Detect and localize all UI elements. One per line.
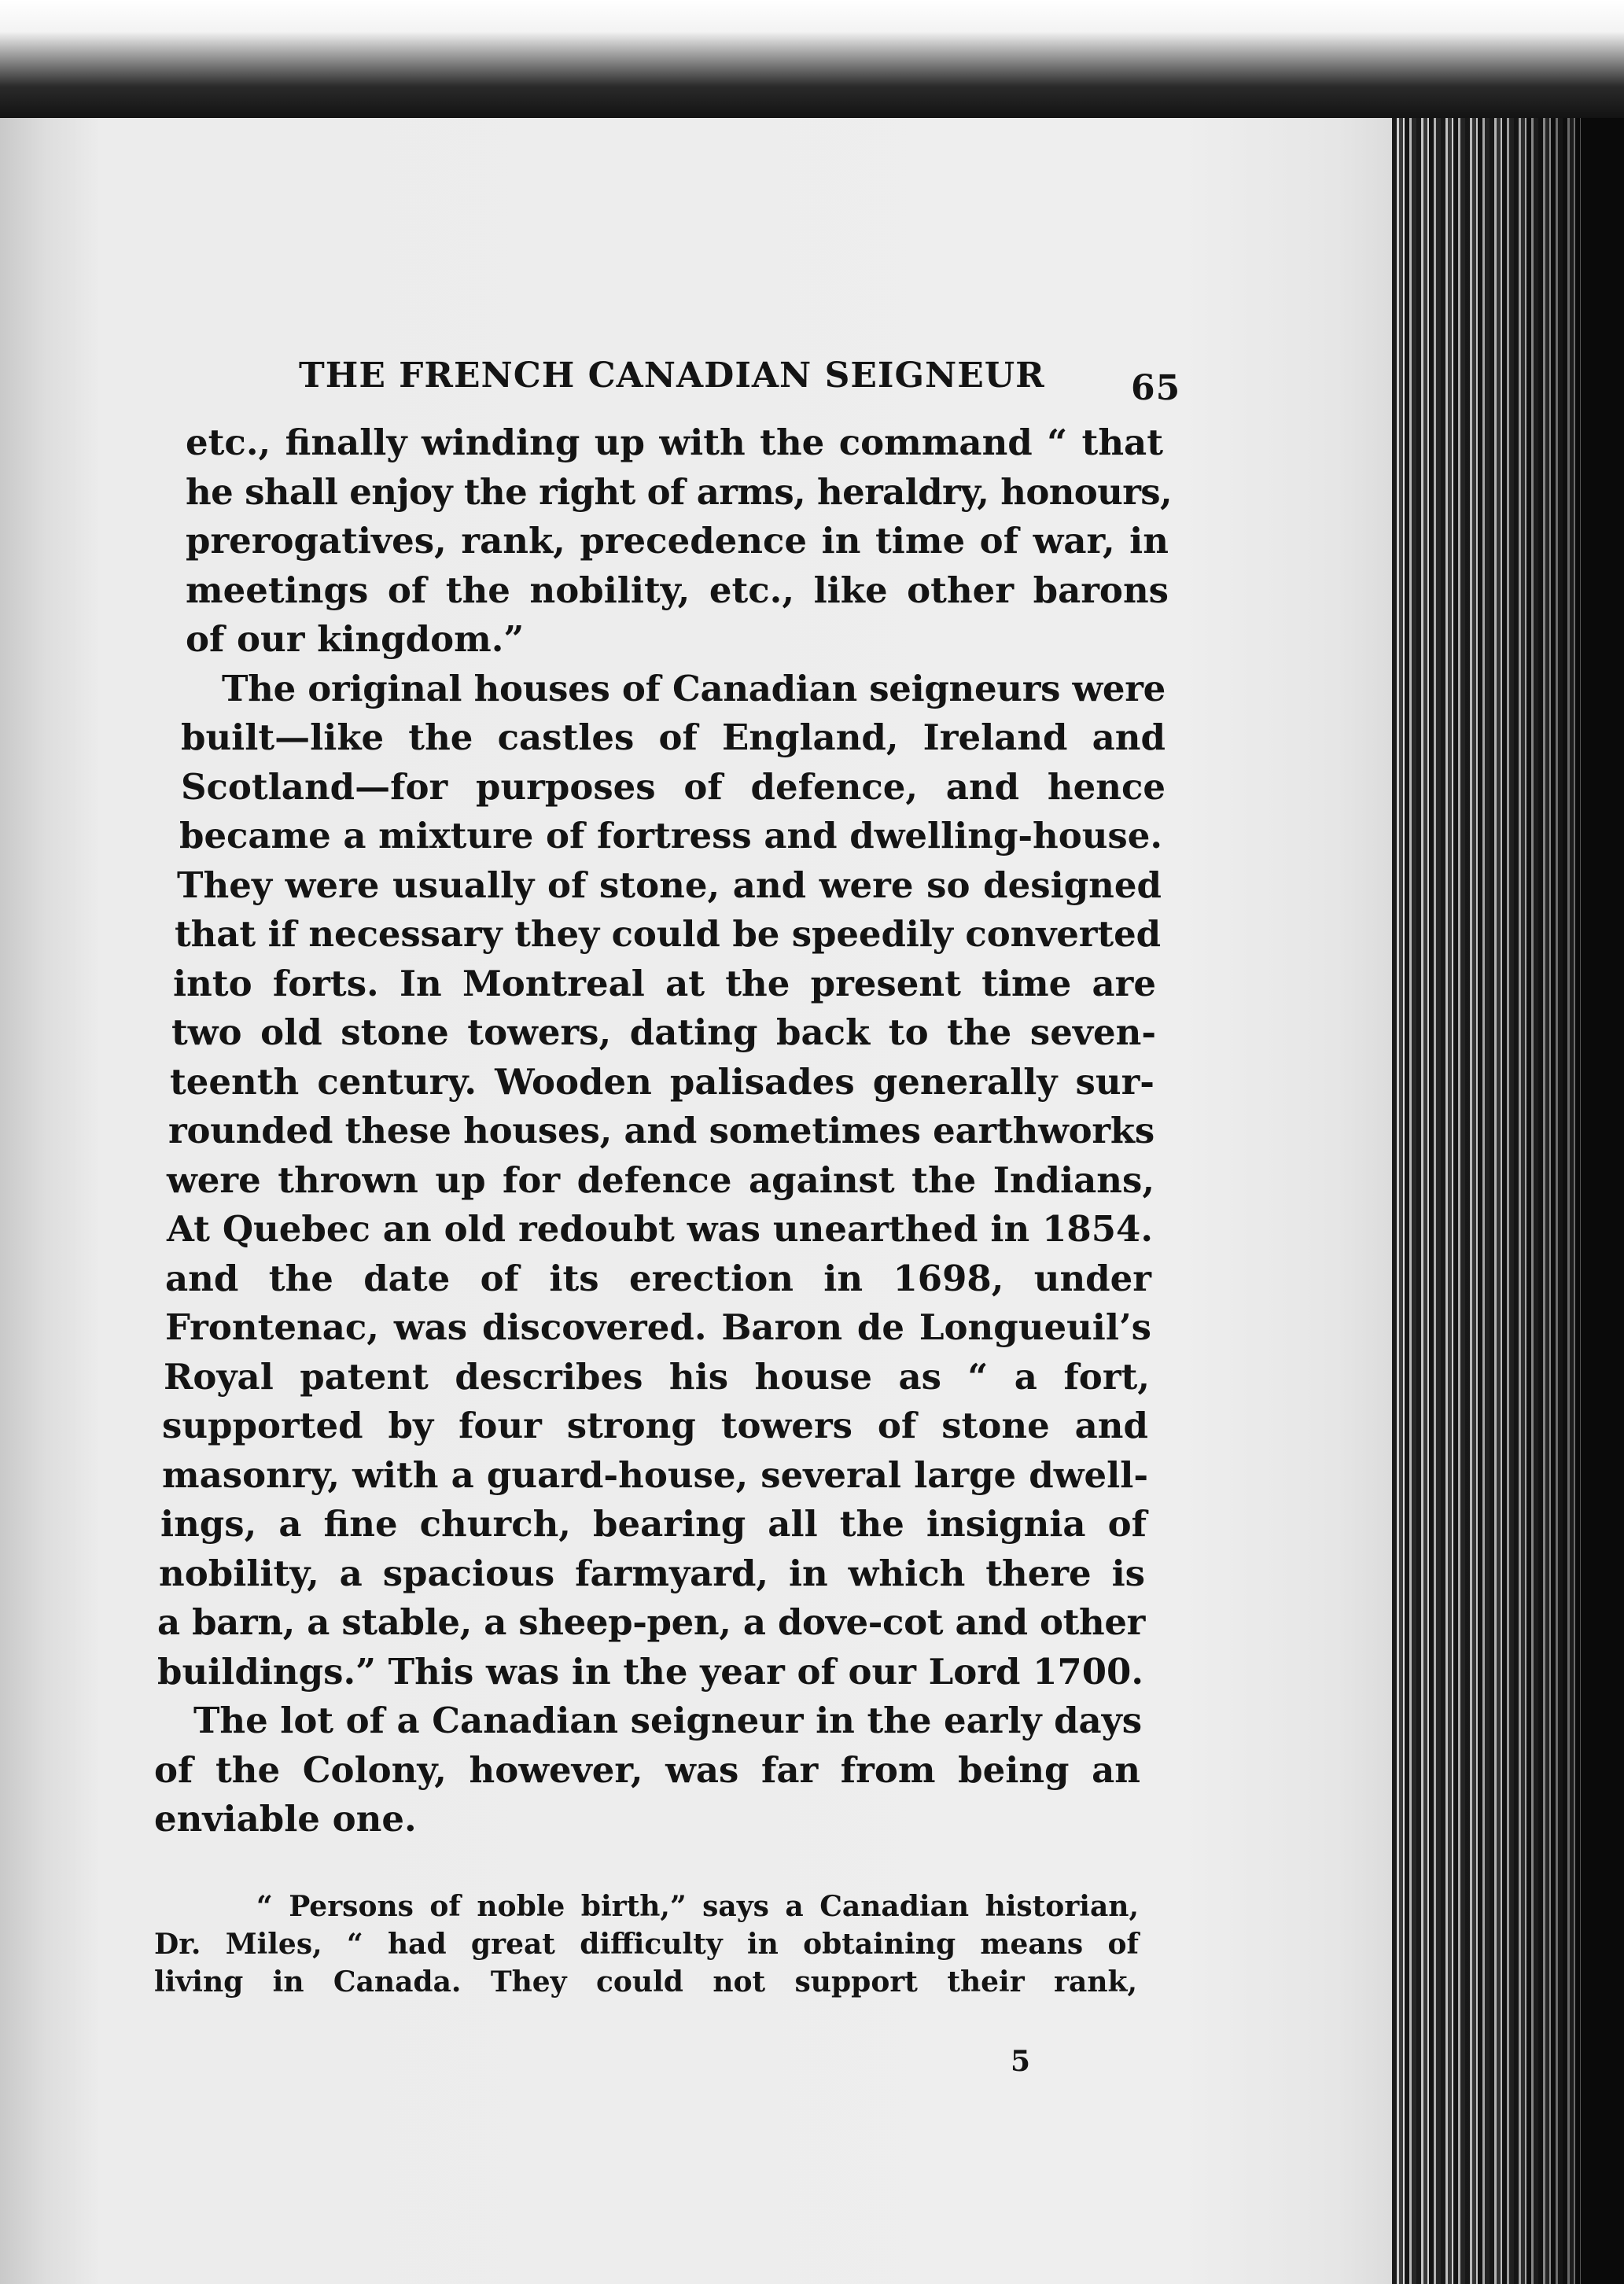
body-line: etc., finally winding up with the command “ that (186, 422, 1163, 463)
body-line: The lot of a Canadian seigneur in the early days (193, 1700, 1142, 1741)
body-line: of the Colony, however, was far from being an (154, 1749, 1140, 1791)
body-line: became a mixture of fortress and dwelling-house. (179, 815, 1162, 856)
body-line: masonry, with a guard-house, several large dwell- (162, 1454, 1148, 1496)
body-line: two old stone towers, dating back to the seven- (171, 1011, 1156, 1053)
body-line: prerogatives, rank, precedence in time of war, in (186, 520, 1169, 562)
body-line: ings, a fine church, bearing all the insignia of (160, 1503, 1147, 1545)
body-line: At Quebec an old redoubt was unearthed in 1854. (167, 1208, 1153, 1250)
body-line: he shall enjoy the right of arms, heraldry, honours, (186, 471, 1172, 513)
body-line: a barn, a stable, a sheep-pen, a dove-cot and other (157, 1601, 1145, 1643)
body-line: The original houses of Canadian seigneurs were (222, 668, 1166, 709)
body-line: and the date of its erection in 1698, under (165, 1258, 1151, 1299)
body-line: teenth century. Wooden palisades generally sur- (170, 1061, 1154, 1103)
running-title: THE FRENCH CANADIAN SEIGNEUR (299, 355, 1045, 396)
body-line: buildings.” This was in the year of our Lord 1700. (157, 1651, 1143, 1693)
body-line: meetings of the nobility, etc., like other barons (186, 569, 1169, 611)
body-line: were thrown up for defence against the Indians, (167, 1159, 1154, 1201)
body-line: into forts. In Montreal at the present time are (173, 963, 1156, 1004)
body-line: Scotland—for purposes of defence, and hence (181, 766, 1166, 808)
body-line: Frontenac, was discovered. Baron de Longueuil’s (165, 1306, 1151, 1348)
page-number: 65 (1131, 368, 1181, 408)
body-line: supported by four strong towers of stone and (162, 1405, 1148, 1446)
body-line: that if necessary they could be speedily converted (175, 913, 1161, 955)
body-line: They were usually of stone, and were so designed (177, 864, 1162, 906)
footnote-line: Dr. Miles, “ had great difficulty in obtaining means of (154, 1928, 1139, 1961)
signature-mark: 5 (1011, 2045, 1031, 2078)
footnote-line: “ Persons of noble birth,” says a Canadian historian, (256, 1890, 1139, 1923)
body-line: enviable one. (154, 1798, 417, 1840)
footnote-line: living in Canada. They could not support their rank, (154, 1965, 1137, 1998)
body-line: built—like the castles of England, Ireland and (181, 717, 1166, 758)
body-line: nobility, a spacious farmyard, in which there is (159, 1553, 1145, 1594)
body-line: of our kingdom.” (186, 618, 525, 660)
body-line: Royal patent describes his house as “ a fort, (164, 1356, 1150, 1398)
body-line: rounded these houses, and sometimes earthworks (168, 1110, 1154, 1151)
